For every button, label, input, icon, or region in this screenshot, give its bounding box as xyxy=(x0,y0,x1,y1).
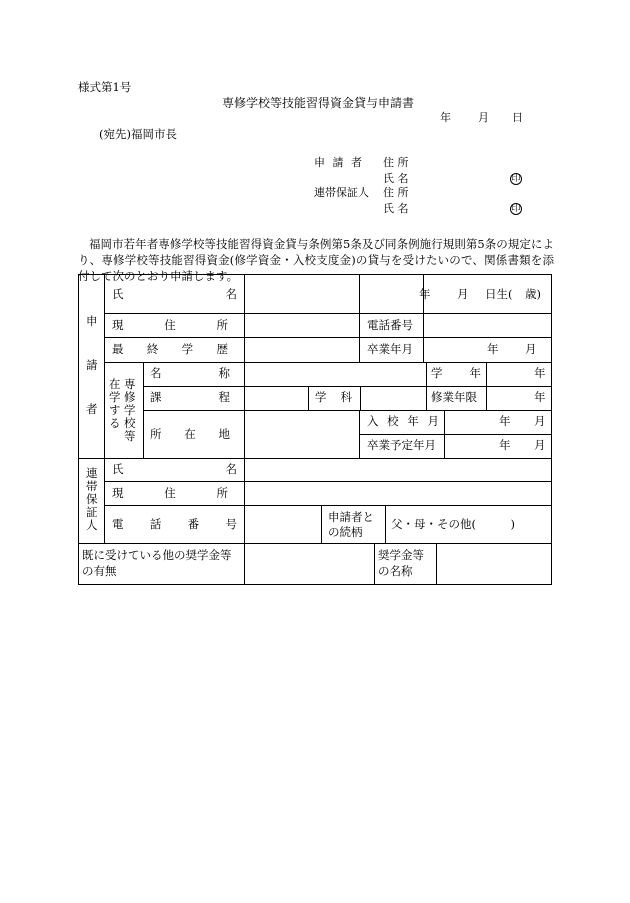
name-label: 氏 名 xyxy=(112,287,237,301)
birth-month-label: 月 xyxy=(457,287,469,301)
graduation-year-label: 年 xyxy=(487,342,499,356)
enrollment-month-unit: 月 xyxy=(534,414,546,428)
expected-graduation-label: 卒業予定年月 xyxy=(367,438,436,452)
birth-year-label: 年 xyxy=(419,287,431,301)
age-label: 歳) xyxy=(525,287,541,301)
scholarship-name-label-2: の名称 xyxy=(378,564,413,578)
section-applicant-1: 申 xyxy=(86,314,98,328)
scholarship-name-label-1: 奨学金等 xyxy=(378,548,424,562)
school-name-label: 名 称 xyxy=(150,366,230,380)
expected-graduation-year-unit: 年 xyxy=(499,438,511,452)
enrollment-year-unit: 年 xyxy=(499,414,511,428)
guarantor-address-label: 住 所 xyxy=(383,186,409,199)
course-label: 課 程 xyxy=(150,390,230,404)
applicant-name-label: 氏 名 xyxy=(383,172,409,185)
application-table xyxy=(78,274,552,585)
relation-value: 父・母・その他( ) xyxy=(391,517,515,531)
applicant-label: 申 請 者 xyxy=(314,156,364,169)
date-month-label: 月 xyxy=(478,111,489,124)
guarantor-address-label: 現 住 所 xyxy=(112,486,228,500)
form-number: 様式第1号 xyxy=(78,80,132,94)
birth-day-label: 日生( xyxy=(485,287,513,301)
guarantor-label: 連帯保証人 xyxy=(314,186,369,199)
expected-graduation-month-unit: 月 xyxy=(534,438,546,452)
date-year-label: 年 xyxy=(440,111,451,124)
other-scholarship-label-1: 既に受けている他の奨学金等 xyxy=(82,548,232,562)
guarantor-seal-icon: 印 xyxy=(511,204,521,214)
addressee: (宛先)福岡市長 xyxy=(99,127,177,141)
guarantor-name-label: 氏 名 xyxy=(383,202,409,215)
enrollment-date-label: 入 校 年 月 xyxy=(367,414,439,428)
final-education-label: 最 終 学 歴 xyxy=(112,342,228,356)
relation-label-2: の続柄 xyxy=(328,525,363,539)
guarantor-name-label: 氏 名 xyxy=(112,462,237,476)
section-applicant-3: 者 xyxy=(86,402,98,416)
section-school-2: 専修学校等 xyxy=(124,377,136,443)
study-years-label: 修業年限 xyxy=(431,390,477,404)
relation-label-1: 申請者と xyxy=(328,510,374,524)
applicant-address-label: 住 所 xyxy=(383,156,409,169)
school-year-unit: 年 xyxy=(534,366,546,380)
other-scholarship-label-2: の有無 xyxy=(82,564,117,578)
section-guarantor: 連帯保証人 xyxy=(86,466,98,532)
location-label: 所 在 地 xyxy=(150,427,230,441)
phone-label: 電話番号 xyxy=(367,318,413,332)
graduation-month-label: 月 xyxy=(525,342,537,356)
date-day-label: 日 xyxy=(512,111,523,124)
school-year-label: 学 年 xyxy=(431,366,481,380)
section-applicant-2: 請 xyxy=(86,358,98,372)
applicant-seal-icon: 印 xyxy=(511,174,521,184)
application-statement: 福岡市若年者専修学校等技能習得資金貸与条例第5条及び同条例施行規則第5条の規定により、専修学校等技能習得資金(修学資金・入校支度金)の貸与を受けたいので、関係書類を添付して次のとおり申請します。 xyxy=(78,237,554,283)
section-school-1: 在学する xyxy=(109,377,121,430)
department-label: 学 科 xyxy=(315,390,352,404)
study-years-unit: 年 xyxy=(534,390,546,404)
graduation-date-label: 卒業年月 xyxy=(367,342,413,356)
address-label: 現 住 所 xyxy=(112,318,228,332)
guarantor-phone-label: 電 話 番 号 xyxy=(112,517,237,531)
form-title: 専修学校等技能習得資金貸与申請書 xyxy=(222,96,415,110)
